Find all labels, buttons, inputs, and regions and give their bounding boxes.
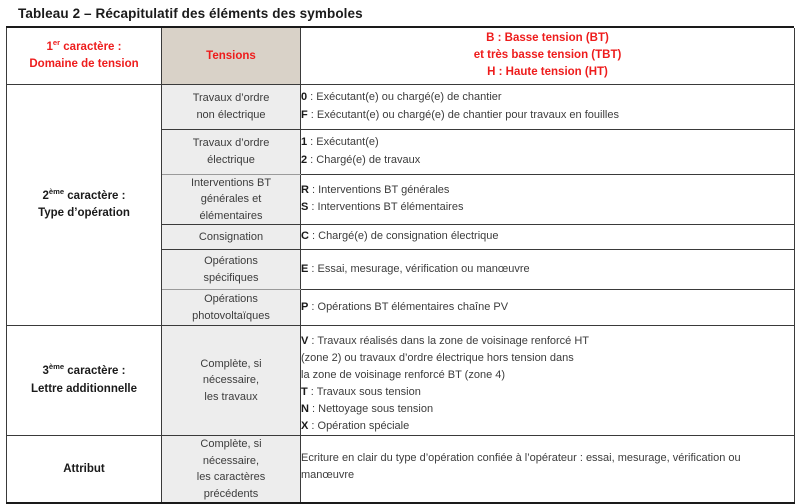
header-domaine-line2: Domaine de tension (29, 57, 139, 70)
table-title-bar (6, 0, 794, 28)
header-tensions-label: Tensions (206, 49, 256, 62)
content-cell-travaux-electrique (301, 129, 795, 174)
group-label-attribut (7, 436, 162, 504)
mid-line: les caractères (196, 471, 266, 484)
header-cell-domaine-tension (7, 28, 162, 84)
mid-cell-operations-photovoltaiques (162, 290, 301, 326)
content-line: S : Interventions BT élémentaires (301, 201, 464, 214)
content-line: T : Travaux sous tension (301, 386, 421, 399)
mid-cell-travaux-non-electrique (162, 84, 301, 129)
content-line: la zone de voisinage renforcé BT (zone 4) (301, 369, 506, 382)
header-tension-line2: et très basse tension (TBT) (473, 49, 622, 62)
mid-cell-travaux-electrique (162, 129, 301, 174)
content-cell-consignation (301, 225, 795, 250)
content-line: N : Nettoyage sous tension (301, 403, 434, 416)
group-3eme-line2: Lettre additionnelle (30, 382, 138, 395)
group-3eme-line1: 3ème caractère : (42, 362, 126, 378)
content-line: 1 : Exécutant(e) (301, 136, 379, 149)
content-cell-attribut (301, 436, 795, 504)
mid-cell-complete-caracteres (162, 436, 301, 504)
content-line: P : Opérations BT élémentaires chaîne PV (301, 300, 509, 313)
content-line: F : Exécutant(e) ou chargé(e) de chantier pour travaux en fouilles (301, 108, 619, 121)
content-line: 2 : Chargé(e) de travaux (301, 153, 421, 166)
mid-line: générales et (200, 193, 262, 205)
ordinal-suffix: ème (48, 186, 65, 196)
content-line: (zone 2) ou travaux d’ordre électrique hors tension dans (301, 352, 574, 365)
group-label-2eme-caractere (7, 84, 162, 326)
header-tension-line3: H : Haute tension (HT) (487, 66, 608, 79)
mid-line: spécifiques (203, 271, 259, 284)
content-line: Ecriture en clair du type d’opération confiée à l’opérateur : essai, mesurage, vérification ou manœuvre (301, 452, 741, 482)
content-line: V : Travaux réalisés dans la zone de voisinage renforcé HT (301, 335, 589, 347)
content-line: 0 : Exécutant(e) ou chargé(e) de chantier (301, 91, 502, 104)
mid-line: photovoltaïques (192, 309, 270, 322)
ordinal-suffix: er (52, 38, 61, 48)
content-cell-interventions-bt (301, 174, 795, 225)
content-cell-travaux-non-electrique (301, 84, 795, 129)
group-2eme-line2: Type d’opération (38, 206, 130, 219)
mid-line: Consignation (198, 230, 264, 243)
mid-line: nécessaire, (202, 454, 260, 467)
table-header-row (7, 28, 795, 84)
mid-cell-interventions-bt (162, 174, 301, 225)
table-row (7, 436, 795, 504)
mid-line: élémentaires (199, 209, 263, 222)
symbols-summary-table (6, 28, 795, 504)
content-line: X : Opération spéciale (301, 420, 410, 433)
mid-cell-consignation (162, 225, 301, 250)
group-attribut-label: Attribut (63, 462, 105, 475)
mid-cell-complete-travaux (162, 326, 301, 436)
content-line: R : Interventions BT générales (301, 184, 450, 197)
mid-line: non électrique (196, 108, 266, 121)
page-title: Tableau 2 – Récapitulatif des éléments des symboles (18, 5, 363, 21)
mid-line: Complète, si (200, 438, 262, 451)
table-row (7, 84, 795, 129)
mid-line: Interventions BT (190, 176, 272, 189)
mid-line: nécessaire, (202, 374, 260, 387)
content-cell-lettre-additionnelle (301, 326, 795, 436)
group-2eme-line1: 2ème caractère : (42, 186, 126, 202)
header-cell-tension-levels (301, 28, 795, 84)
mid-line: Opérations (204, 293, 258, 305)
mid-cell-operations-specifiques (162, 250, 301, 290)
content-line: E : Essai, mesurage, vérification ou manœuvre (301, 262, 530, 275)
mid-line: Travaux d’ordre (192, 137, 270, 149)
header-domaine-line1: 1er caractère : (46, 38, 122, 54)
content-line: C : Chargé(e) de consignation électrique (301, 230, 499, 243)
mid-line: électrique (207, 153, 255, 166)
header-tension-line1: B : Basse tension (BT) (486, 31, 609, 44)
content-cell-operations-specifiques (301, 250, 795, 290)
mid-line: les travaux (204, 390, 258, 403)
mid-line: Complète, si (200, 357, 262, 370)
content-cell-operations-photovoltaiques (301, 290, 795, 326)
header-cell-tensions (162, 28, 301, 84)
mid-line: Opérations (204, 255, 258, 267)
ordinal-suffix: ème (48, 362, 65, 372)
mid-line: précédents (203, 487, 259, 500)
group-label-3eme-caractere (7, 326, 162, 436)
mid-line: Travaux d’ordre (192, 92, 270, 104)
table-row (7, 326, 795, 436)
